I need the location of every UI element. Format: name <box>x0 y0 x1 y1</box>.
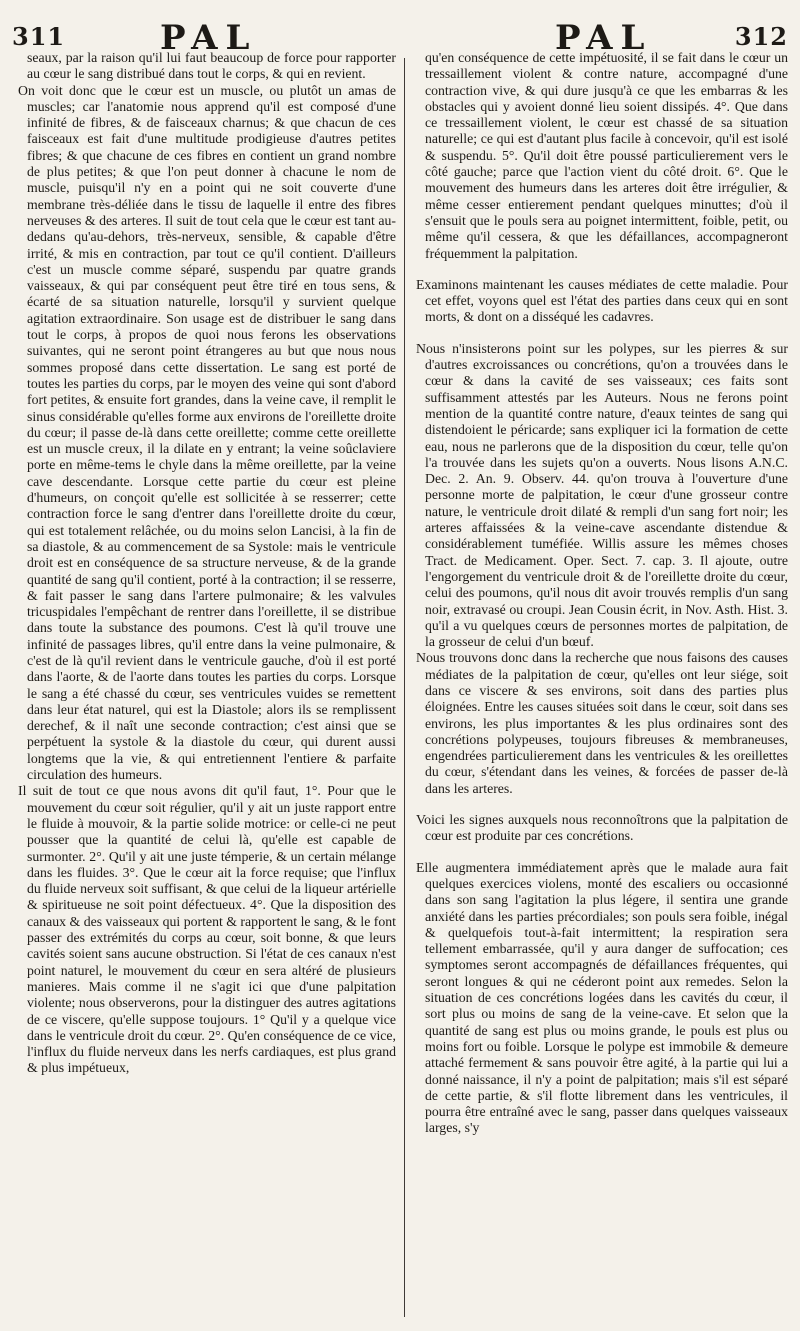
paragraph: Nous trouvons donc dans la recherche que nous faisons des causes médiates de la palpitation de cœur, qu'elles ont leur siége, soit dans ce viscere & ses environs, soit dans des parties plus éloignées. Entre les causes situées soit dans le cœur, soit dans ses environs, les plus importantes & les plus ordinaires sont des concrétions polypeuses, toujours fibreuses & membraneuses, engendrées particulierement dans les ventricules & les oreillettes du cœur, s'étendant dans les veines, & forcées de passer de-là dans les arteres. <box>416 650 788 796</box>
paragraph: Voici les signes auxquels nous reconnoîtrons que la palpitation de cœur est produite par ces concrétions. <box>416 812 788 844</box>
right-page-number: 312 <box>734 22 788 51</box>
column-divider <box>404 58 405 1317</box>
paragraph: Elle augmentera immédiatement après que le malade aura fait quelques exercices violens, monté des escaliers ou occasionné dans son sang l'agitation la plus légere, il sentira une grande anxiété dans les parties précordiales; son pouls sera foible, inégal & quelquefois tout-à-fait intermittent; la respiration sera tellement embarrassée, qu'il y aura danger de suffocation; ces symptomes seront accompagnés de défaillances fréquentes, qui seront longues & qui ne céderont point aux remedes. Selon la situation de ces concrétions logées dans les cavités du cœur, il sort plus ou moins de sang de la veine-cave. Et selon que la quantité de sang est plus ou moins grande, le pouls est plus ou moins fort ou foible. Lorsque le polype est immobile & demeure attaché fermement & sans pouvoir être agité, à la partie qui lui a donné naissance, il n'y a point de palpitation; mais s'il est séparé de cette partie, & s'il flotte librement dans les ventricules, il pourra être entraîné avec le sang, passer dans quelques vaisseaux larges, s'y <box>416 859 788 1136</box>
page-header <box>0 4 800 56</box>
paragraph: Nous n'insisterons point sur les polypes, sur les pierres & sur d'autres excroissances ou concrétions, qu'on a trouvées dans le cœur & dans la cavité de ses vaisseaux; ces faits sont suffisamment attestés par les Auteurs. Nous ne ferons point mention de la quantité contre nature, d'eaux teintes de sang qui distendoient le péricarde; sans expliquer ici la formation de cette eau, nous ne parlerons que de la disposition du cœur, telle qu'on l'a trouvée dans les sujets qu'on a ouverts. Nous lisons A.N.C. Dec. 2. An. 9. Observ. 44. qu'on trouva à l'ouverture d'une personne morte de palpitation, le cœur d'une grosseur contre nature, le ventricule droit dilaté & rempli d'un sang fort noir; les arteres affaissées & la veine-cave ascendante distendue & considérablement tuméfiée. Willis assure les mêmes choses Tract. de Medicament. Oper. Sect. 7. cap. 3. Il ajoute, outre l'engorgement du ventricule droit & de l'oreillette droite du cœur, celui des poumons, qu'il nous dit avoir trouvés remplis d'un sang noir, extravasé ou croupi. Jean Cousin écrit, in Nov. Asth. Hist. 3. qu'il a vu quelques cœurs de personnes mortes de palpitation, de la grosseur de celui d'un bœuf. <box>416 340 788 650</box>
left-page-number: 311 <box>12 22 66 51</box>
paragraph: On voit donc que le cœur est un muscle, ou plutôt un amas de muscles; car l'anatomie nous apprend qu'il est composé d'une infinité de fibres, & de faisceaux charnus; & que chacun de ces faisceaux est fait d'une multitude prodigieuse d'autres petites fibres; & que chacune de ces fibres en contient un grand nombre de plus petites; & que l'on peut donner à chacune le nom de muscle, puisqu'il n'y en a point qui ne soit couverte d'une membrane très-déliée dans le tissu de laquelle il entre des fibres nerveuses & des arteres. Il suit de tout cela que le cœur est tant au-dedans qu'au-dehors, très-nerveux, sensible, & capable d'être irrité, & mis en contraction, par tout ce qu'il contient. D'ailleurs c'est un muscle comme séparé, suspendu par quatre grands vaisseaux, & qui par conséquent peut être tiré en tous sens, & écarté de sa situation naturelle, lorsqu'il y survient quelque agitation extraordinaire. Son usage est de distribuer le sang dans tout le corps, à propos de quoi nous ferons les observations suivantes, qui ne seront point étrangeres au but que nous nous sommes proposé dans cette dissertation. Le sang est porté de toutes les parties du corps, par le moyen des veine qui sont d'abord fort petites, & ensuite fort grandes, dans la veine cave, il remplit le sinus considérable qu'elles forme aux environs de l'oreillette droite du cœur; il passe de-là dans cette oreillette; comme cette oreillette est un muscle creux, il la dilate en y entrant; la veine soûclaviere porte en même-tems le chyle dans la même oreillette, par la veine cave descendante. Lorsque cette partie du cœur est pleine d'humeurs, on conçoit qu'elle est sollicitée à se resserrer; cette contraction force le sang d'entrer dans l'oreillette droite du cœur, qui est totalement relâchée, ou du moins selon Lancisi, à la fin de sa diastole, & au commencement de sa Systole: mais le ventricule droit est en conséquence de sa structure nerveuse, & de la grande quantité de sang qu'il contient, porté à la contraction; il se resserre, & fait passer le sang dans l'artere pulmonaire; & les valvules tricuspidales l'empêchant de rentrer dans l'oreillette, il se distribue dans toute la substance des poumons. C'est là qu'il trouve une infinité de passages libres, qu'il entre dans la veine pulmonaire, & c'est de là qu'il revient dans le ventricule gauche, d'où il est porté dans l'aorte, & de l'aorte dans toutes les parties du corps. Lorsque le sang a été chassé du cœur, ses ventricules vuides se remettent dans leur état naturel, qui est la Diastole; alors ils se remplissent derechef, & il naît une seconde contraction; c'est ainsi que se perpétuent la systole & la diastole du cœur, qui durent aussi longtems que la vie, & qui entretiennent l'entiere & parfaite circulation des humeurs. <box>18 82 396 783</box>
right-running-head: PAL <box>555 18 653 58</box>
paragraph: seaux, par la raison qu'il lui faut beaucoup de force pour rapporter au cœur le sang distribué dans tout le corps, & qui en revient. <box>27 50 396 82</box>
left-column <box>18 50 396 1325</box>
left-running-head: PAL <box>160 18 258 58</box>
paragraph: Il suit de tout ce que nous avons dit qu'il faut, 1°. Pour que le mouvement du cœur soit régulier, qu'il y ait un juste rapport entre le fluide à mouvoir, & la partie solide motrice: or celle-ci ne peut pousser que la quantité de celui là, qu'elle est capable de surmonter. 2°. Qu'il y ait une juste témperie, & un certain mélange dans les fluides. 3°. Que le cœur ait la force requise; que l'influx du fluide nerveux soit suffisant, & que celui de la liqueur artérielle & spiritueuse ne soit point défectueux. 4°. Que la disposition des canaux & des vaisseaux qui portent & rapportent le sang, & le font passer des extrémités du corps au cœur, soit bonne, & que leurs cavités soient sans aucune obstruction. Si l'état de ces canaux n'est point naturel, le mouvement du cœur en sera altéré de plusieurs manieres. Mais comme il ne s'agit ici que d'une palpitation violente; nous observerons, pour la distinguer des autres agitations de ce viscere, qu'elle suppose toujours. 1° Qu'il y a quelque vice dans le ventricule droit du cœur. 2°. Qu'en conséquence de ce vice, l'influx du fluide nerveux dans les nerfs cardiaques, est plus grand & plus impétueux, <box>18 783 396 1076</box>
paragraph: Examinons maintenant les causes médiates de cette maladie. Pour cet effet, voyons quel est l'état des parties dans ceux qui en sont morts, & dont on a disséqué les cadavres. <box>416 276 788 325</box>
right-column <box>416 50 788 1325</box>
paragraph: qu'en conséquence de cette impétuosité, il se fait dans le cœur un tressaillement violent & contre nature, accompagné d'une contraction vive, & qui dure jusqu'à ce que les embarras & les obstacles qui y avoient donné lieu soient dissipés. 4°. Que dans ce tressaillement violent, le cœur est chassé de sa situation naturelle; ce qui est d'autant plus facile à concevoir, qu'il est isolé & suspendu. 5°. Qu'il doit être poussé particulierement vers le côté gauche; parce que l'action vient du côté droit. 6°. Que le mouvement des humeurs dans les arteres doit être irrégulier, & même cesser entierement pendant quelques minuttes; d'où il s'ensuit que le pouls sera au poignet intermittent, foible, petit, ou même qu'il cessera, & que les défaillances, accompagneront fréquemment la palpitation. <box>425 50 788 261</box>
